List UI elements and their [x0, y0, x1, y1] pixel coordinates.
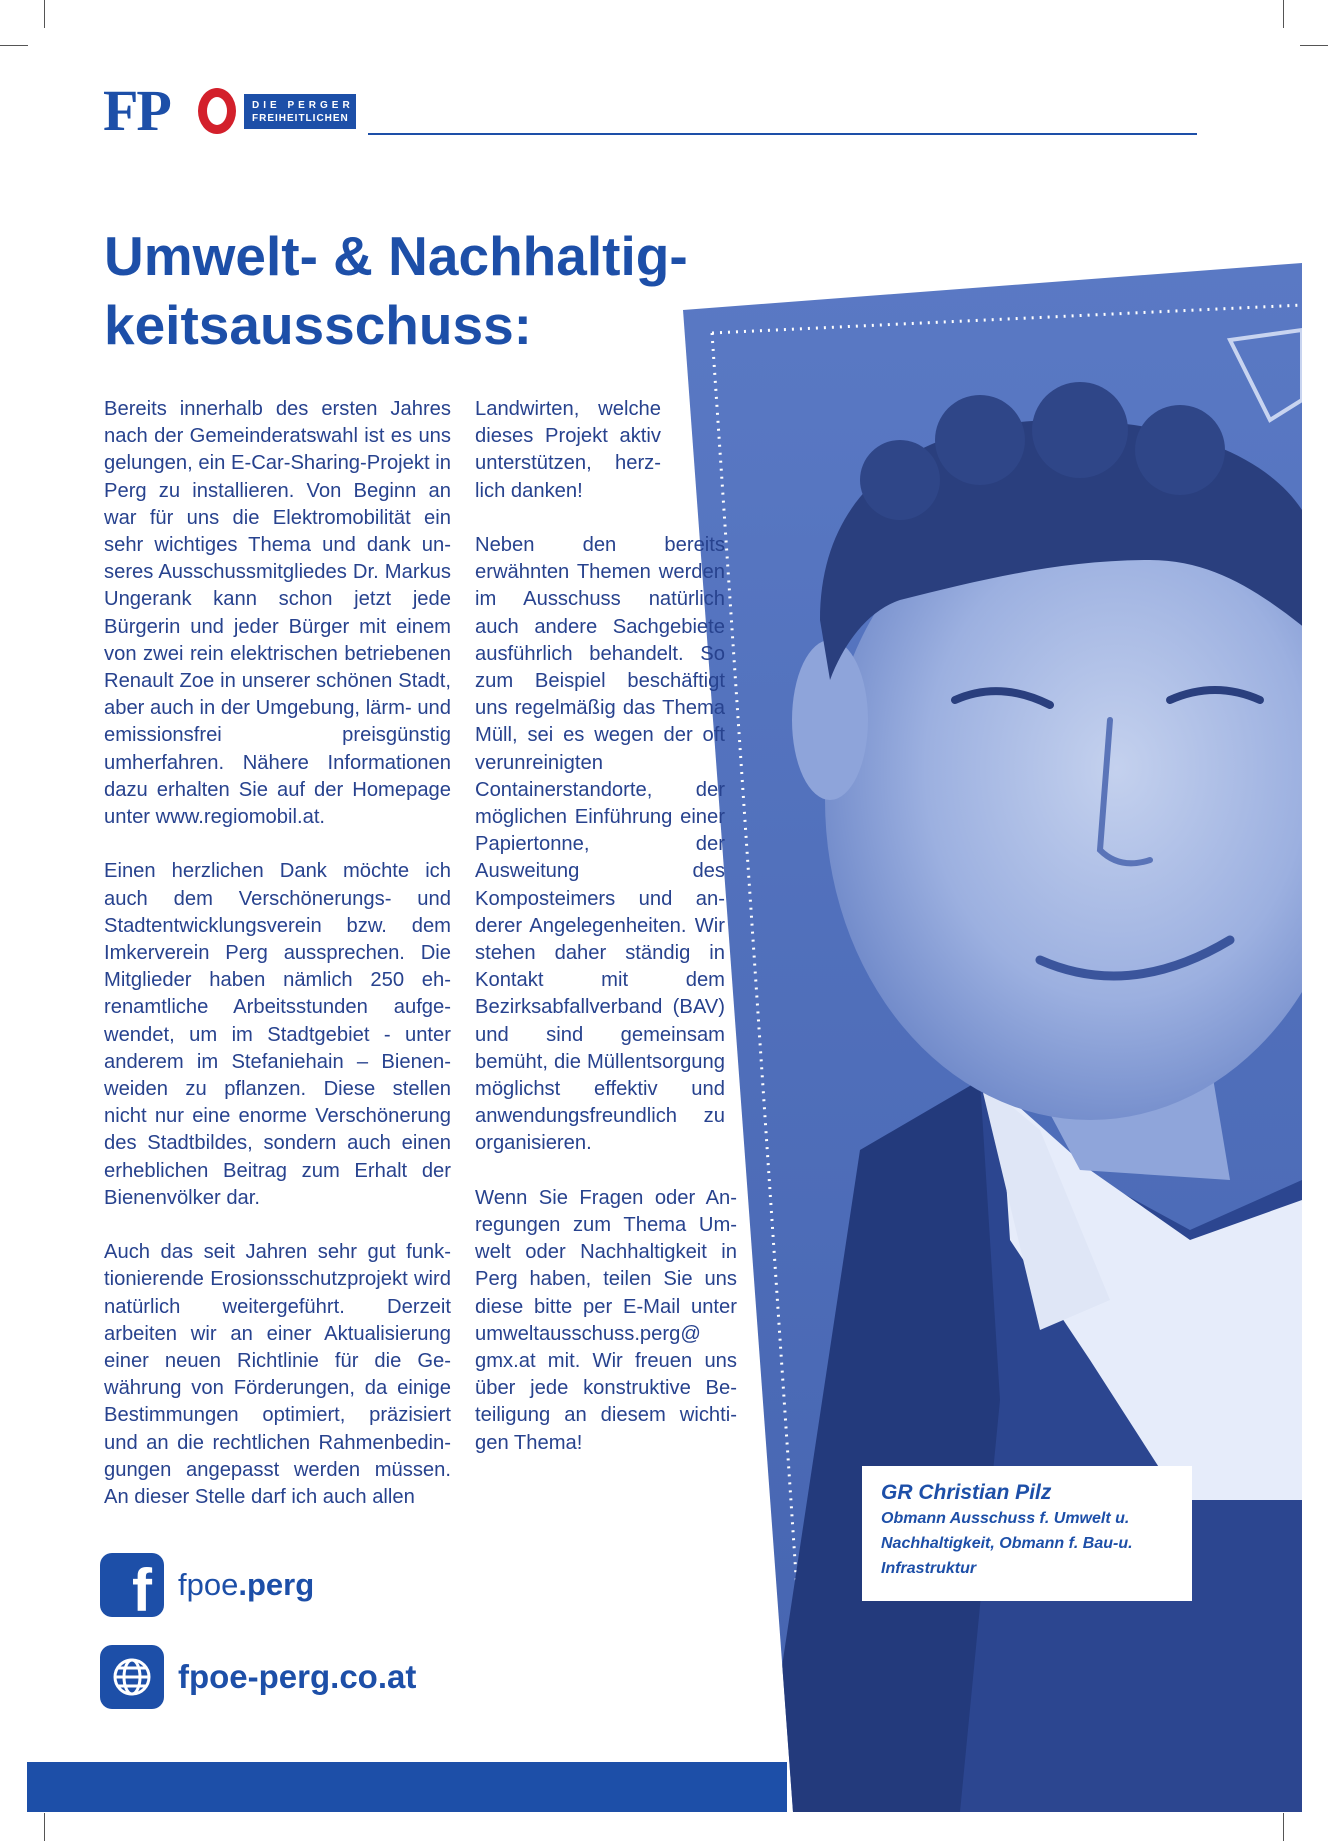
facebook-link[interactable]: [100, 1553, 315, 1624]
facebook-handle: fpoe.perg: [178, 1567, 315, 1602]
logo-o-ring: [198, 88, 236, 134]
logo-line-1: DIE PERGER: [252, 100, 354, 111]
fpo-logo: [103, 78, 355, 143]
logo-subtitle-box: [244, 94, 356, 129]
caption-name: GR Christian Pilz: [881, 1481, 1052, 1504]
logo-letters: FP: [103, 78, 170, 143]
footer-bar: [27, 1762, 787, 1812]
paragraph: Landwirten, welche dieses Projekt aktiv unterstützen, herzlich danken!: [475, 398, 661, 502]
hair-curl: [860, 440, 940, 520]
paragraph: Wenn Sie Fragen oder Anregungen zum Thema Umwelt oder Nachhaltigkeit in Perg haben, teilen Sie uns diese bitte per E-Mail unter umweltausschuss.perg@ gmx.at mit. Wir freuen uns über jede konstruktive Beteiligung an diesem wichtigen Thema!: [475, 1186, 737, 1454]
text-column-2: [475, 396, 737, 1484]
logo-line-2: FREIHEITLICHEN: [252, 113, 349, 124]
header-rule: [368, 133, 1197, 135]
title-line-1: Umwelt- & Nachhaltig-: [104, 225, 688, 287]
photo-caption: [862, 1466, 1192, 1601]
website-url: fpoe-perg.co.at: [178, 1658, 417, 1695]
hair-curl: [1032, 382, 1128, 478]
paragraph: Auch das seit Jahren sehr gut funktionierende Erosionsschutzprojekt wird natürlich weitergeführt. Derzeit arbeiten wir an einer Aktualisierung einer neuen Richtlinie für die Gewährung von Förderungen, da einige Bestimmungen optimiert, präzisiert und an die rechtlichen Rahmenbedingungen angepasst werden müssen. An dieser Stelle darf ich auch allen: [104, 1241, 451, 1509]
globe-icon: [100, 1645, 164, 1709]
paragraph: Neben den bereits erwähnten Themen werden im Ausschuss natürlich auch andere Sachgebiete ausführlich behandelt. So zum Beispiel beschäftigt uns regelmäßig das Thema Müll, sei es wegen der oft verunreinigten Containerstandorte, der möglichen Einführung einer Papiertonne, der Ausweitung des Komposteimers und anderer Angelegenheiten. Wir stehen daher ständig in Kontakt mit dem Bezirksabfallverband (BAV) und sind gemeinsam bemüht, die Müllentsorgung möglichst effektiv und anwendungsfreundlich zu organisieren.: [475, 534, 725, 1155]
hair-curl: [1135, 405, 1225, 495]
text-column-1: [104, 396, 451, 1538]
hair-curl: [935, 395, 1025, 485]
website-link[interactable]: [100, 1645, 416, 1709]
title-line-2: keitsausschuss:: [104, 294, 532, 356]
caption-role: Obmann Ausschuss f. Umwelt u. Nachhaltigkeit, Obmann f. Bau-u. Infrastruktur: [881, 1510, 1133, 1577]
paragraph: Bereits innerhalb des ersten Jahres nach der Gemeinderatswahl ist es uns gelungen, ein E-Car-Sharing-Projekt in Perg zu installieren. Von Beginn an war für uns die Elektromobilität ein sehr wichtiges Thema und dank unseres Ausschussmitgliedes Dr. Markus Ungerank kann schon jetzt jede Bürgerin und jeder Bürger mit einem von zwei rein elektrischen betriebenen Renault Zoe in unserer schönen Stadt, aber auch in der Umgebung, lärm- und emissionsfrei preisgünstig umherfahren. Nähere Informationen dazu erhalten Sie auf der Homepage unter www.regiomobil.at.: [104, 398, 451, 829]
page-title: [104, 222, 764, 360]
facebook-icon: f: [100, 1553, 164, 1617]
paragraph: Einen herzlichen Dank möchte ich auch dem Verschönerungs- und Stadtentwicklungsverein bzw. dem Imkerverein Perg aussprechen. Die Mitglieder haben nämlich 250 ehrenamtliche Arbeitsstunden aufgewendet, um im Stadtgebiet - unter anderem im Stefaniehain – Bienenweiden zu pflanzen. Diese stellen nicht nur eine enorme Verschönerung des Stadtbildes, sondern auch einen erheblichen Beitrag zum Erhalt der Bienenvölker dar.: [104, 860, 451, 1209]
